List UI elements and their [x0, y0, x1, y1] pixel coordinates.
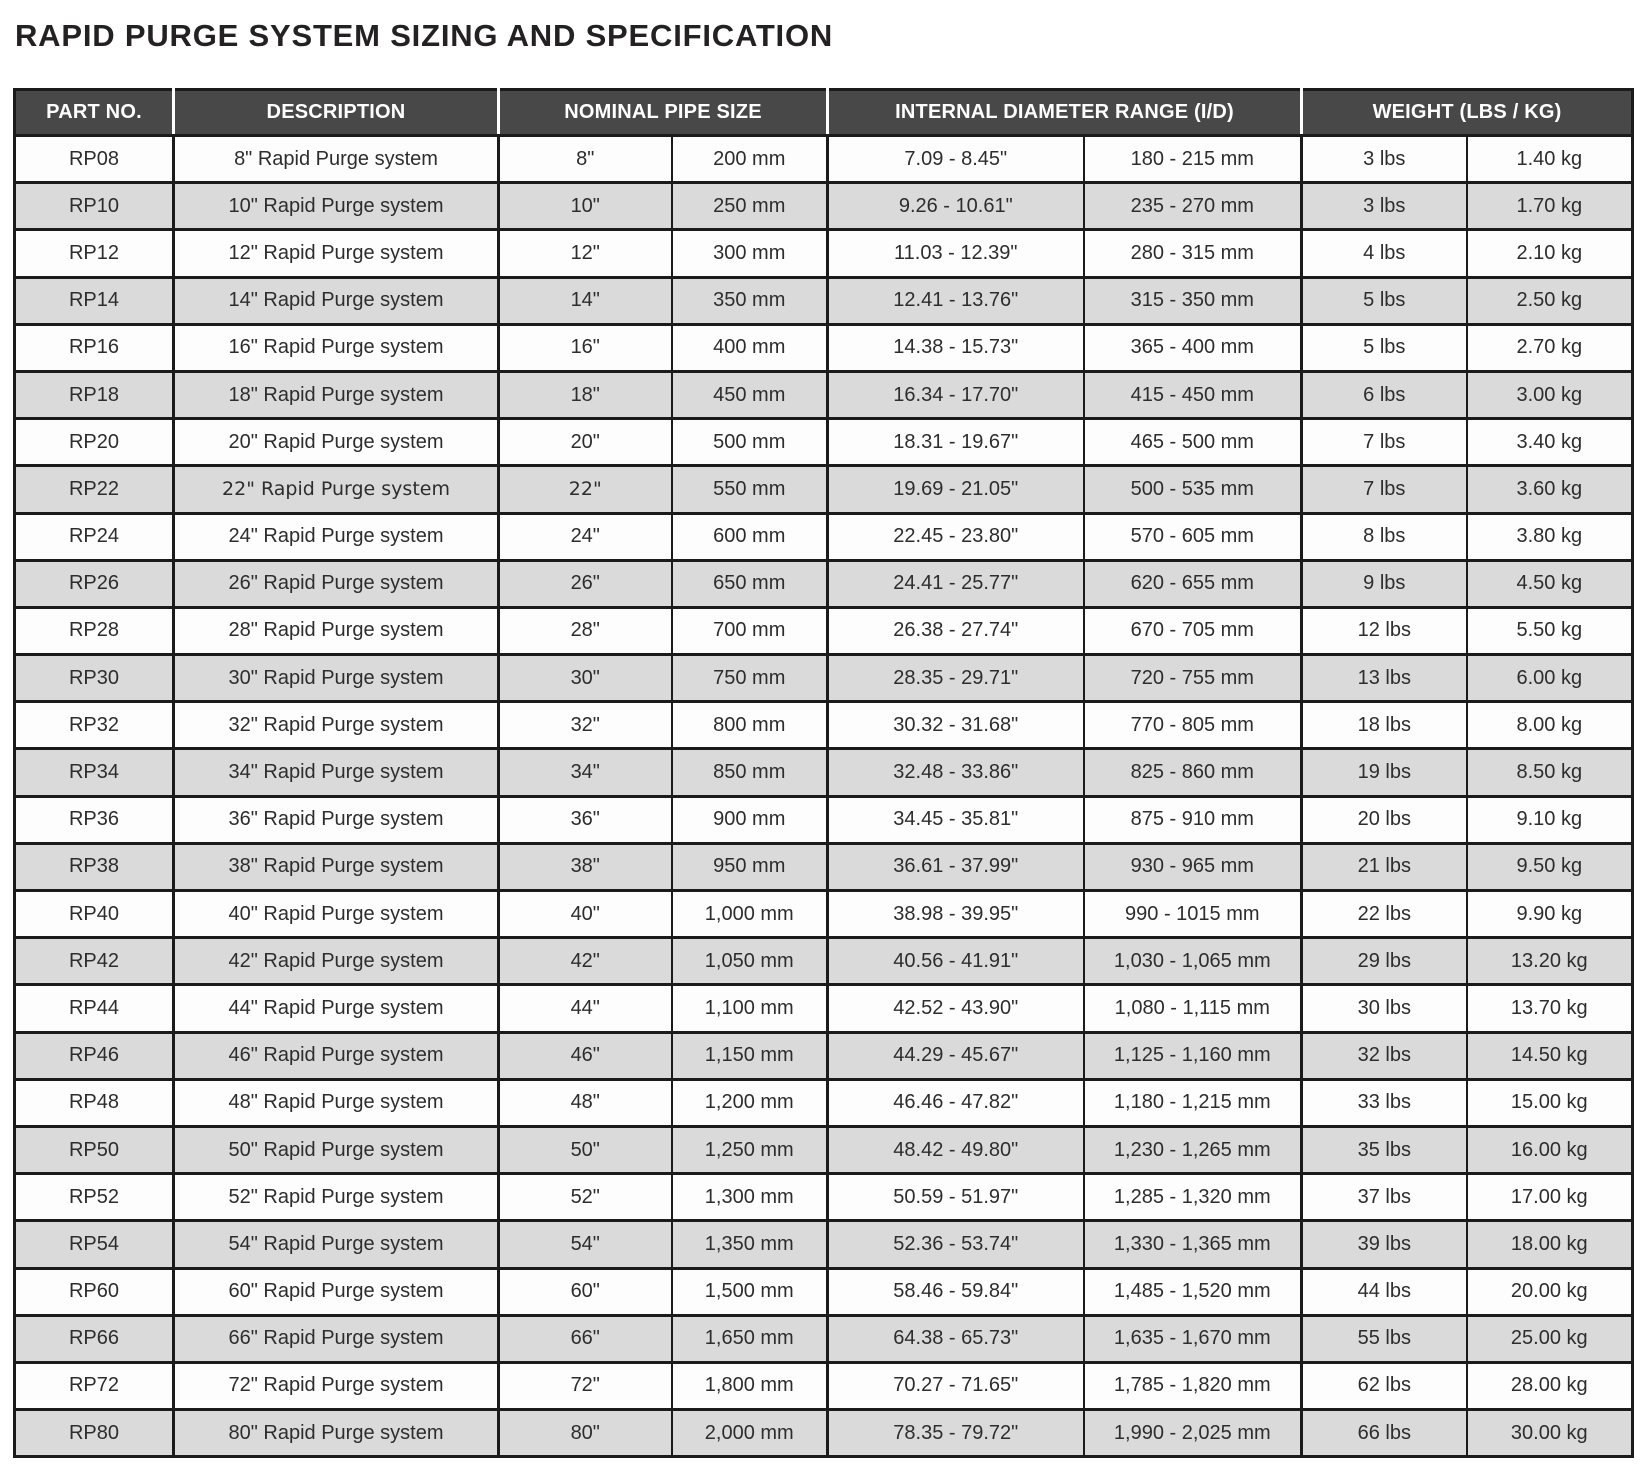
- cell-weight-lbs: 9 lbs: [1302, 560, 1467, 607]
- cell-size-inches: 26": [499, 560, 672, 607]
- cell-description: 24" Rapid Purge system: [174, 513, 499, 560]
- cell-size-mm: 550 mm: [672, 466, 828, 513]
- cell-id-range-mm: 1,030 - 1,065 mm: [1084, 938, 1302, 985]
- cell-part-no: RP34: [15, 749, 174, 796]
- cell-size-mm: 1,800 mm: [672, 1362, 828, 1409]
- cell-part-no: RP42: [15, 938, 174, 985]
- cell-id-range-mm: 465 - 500 mm: [1084, 419, 1302, 466]
- table-row: [15, 891, 1633, 938]
- cell-size-mm: 800 mm: [672, 702, 828, 749]
- cell-id-range-inches: 22.45 - 23.80": [828, 513, 1084, 560]
- cell-part-no: RP40: [15, 891, 174, 938]
- cell-weight-kg: 8.00 kg: [1467, 702, 1633, 749]
- cell-size-inches: 46": [499, 1032, 672, 1079]
- cell-weight-kg: 16.00 kg: [1467, 1126, 1633, 1173]
- cell-weight-lbs: 22 lbs: [1302, 891, 1467, 938]
- table-row: [15, 371, 1633, 418]
- cell-id-range-mm: 1,125 - 1,160 mm: [1084, 1032, 1302, 1079]
- cell-weight-lbs: 7 lbs: [1302, 466, 1467, 513]
- cell-part-no: RP24: [15, 513, 174, 560]
- cell-weight-lbs: 18 lbs: [1302, 702, 1467, 749]
- cell-weight-lbs: 29 lbs: [1302, 938, 1467, 985]
- cell-part-no: RP36: [15, 796, 174, 843]
- cell-size-inches: 38": [499, 843, 672, 890]
- table-row: [15, 1410, 1633, 1457]
- cell-description: 36" Rapid Purge system: [174, 796, 499, 843]
- cell-description: 44" Rapid Purge system: [174, 985, 499, 1032]
- cell-size-inches: 16": [499, 324, 672, 371]
- cell-description: 72" Rapid Purge system: [174, 1362, 499, 1409]
- cell-id-range-inches: 19.69 - 21.05": [828, 466, 1084, 513]
- cell-weight-kg: 13.70 kg: [1467, 985, 1633, 1032]
- cell-id-range-mm: 415 - 450 mm: [1084, 371, 1302, 418]
- cell-id-range-inches: 78.35 - 79.72": [828, 1410, 1084, 1457]
- table-row: [15, 1362, 1633, 1409]
- cell-part-no: RP18: [15, 371, 174, 418]
- cell-part-no: RP60: [15, 1268, 174, 1315]
- cell-weight-lbs: 7 lbs: [1302, 419, 1467, 466]
- table-header: [15, 90, 1633, 136]
- cell-description: 8" Rapid Purge system: [174, 136, 499, 183]
- cell-description: 18" Rapid Purge system: [174, 371, 499, 418]
- cell-weight-kg: 3.00 kg: [1467, 371, 1633, 418]
- cell-part-no: RP10: [15, 183, 174, 230]
- cell-part-no: RP66: [15, 1315, 174, 1362]
- cell-description: 52" Rapid Purge system: [174, 1174, 499, 1221]
- cell-weight-kg: 2.70 kg: [1467, 324, 1633, 371]
- header-internal-diameter-range: INTERNAL DIAMETER RANGE (I/D): [828, 90, 1302, 136]
- cell-part-no: RP72: [15, 1362, 174, 1409]
- cell-weight-kg: 2.50 kg: [1467, 277, 1633, 324]
- cell-description: 80" Rapid Purge system: [174, 1410, 499, 1457]
- cell-size-mm: 900 mm: [672, 796, 828, 843]
- cell-size-mm: 1,350 mm: [672, 1221, 828, 1268]
- cell-weight-lbs: 13 lbs: [1302, 655, 1467, 702]
- table-row: [15, 324, 1633, 371]
- cell-size-inches: 14": [499, 277, 672, 324]
- cell-size-mm: 1,500 mm: [672, 1268, 828, 1315]
- cell-description: 50" Rapid Purge system: [174, 1126, 499, 1173]
- cell-weight-kg: 14.50 kg: [1467, 1032, 1633, 1079]
- cell-description: 20" Rapid Purge system: [174, 419, 499, 466]
- table-row: [15, 277, 1633, 324]
- table-row: [15, 513, 1633, 560]
- table-row: [15, 560, 1633, 607]
- cell-size-inches: 10": [499, 183, 672, 230]
- cell-id-range-inches: 38.98 - 39.95": [828, 891, 1084, 938]
- cell-id-range-inches: 58.46 - 59.84": [828, 1268, 1084, 1315]
- cell-size-mm: 1,200 mm: [672, 1079, 828, 1126]
- cell-weight-lbs: 66 lbs: [1302, 1410, 1467, 1457]
- cell-size-mm: 200 mm: [672, 136, 828, 183]
- table-row: [15, 938, 1633, 985]
- cell-weight-kg: 3.80 kg: [1467, 513, 1633, 560]
- cell-id-range-inches: 11.03 - 12.39": [828, 230, 1084, 277]
- cell-description: 12" Rapid Purge system: [174, 230, 499, 277]
- cell-description: 40" Rapid Purge system: [174, 891, 499, 938]
- cell-part-no: RP16: [15, 324, 174, 371]
- table-row: [15, 1315, 1633, 1362]
- cell-size-mm: 1,000 mm: [672, 891, 828, 938]
- table-row: [15, 796, 1633, 843]
- table-row: [15, 1268, 1633, 1315]
- cell-size-mm: 950 mm: [672, 843, 828, 890]
- cell-weight-kg: 8.50 kg: [1467, 749, 1633, 796]
- cell-size-inches: 44": [499, 985, 672, 1032]
- cell-weight-kg: 6.00 kg: [1467, 655, 1633, 702]
- cell-size-inches: 34": [499, 749, 672, 796]
- cell-id-range-mm: 1,635 - 1,670 mm: [1084, 1315, 1302, 1362]
- cell-size-inches: 32": [499, 702, 672, 749]
- table-row: [15, 183, 1633, 230]
- cell-size-mm: 1,300 mm: [672, 1174, 828, 1221]
- cell-part-no: RP14: [15, 277, 174, 324]
- cell-weight-lbs: 35 lbs: [1302, 1126, 1467, 1173]
- cell-id-range-mm: 825 - 860 mm: [1084, 749, 1302, 796]
- cell-size-inches: 30": [499, 655, 672, 702]
- table-row: [15, 843, 1633, 890]
- cell-weight-lbs: 30 lbs: [1302, 985, 1467, 1032]
- cell-weight-lbs: 44 lbs: [1302, 1268, 1467, 1315]
- cell-size-mm: 750 mm: [672, 655, 828, 702]
- cell-size-inches: 12": [499, 230, 672, 277]
- cell-part-no: RP28: [15, 607, 174, 654]
- cell-size-inches: 66": [499, 1315, 672, 1362]
- cell-weight-kg: 17.00 kg: [1467, 1174, 1633, 1221]
- table-row: [15, 1079, 1633, 1126]
- cell-weight-kg: 1.70 kg: [1467, 183, 1633, 230]
- cell-size-mm: 700 mm: [672, 607, 828, 654]
- cell-weight-kg: 30.00 kg: [1467, 1410, 1633, 1457]
- cell-id-range-mm: 670 - 705 mm: [1084, 607, 1302, 654]
- cell-description: 66" Rapid Purge system: [174, 1315, 499, 1362]
- cell-part-no: RP22: [15, 466, 174, 513]
- cell-part-no: RP46: [15, 1032, 174, 1079]
- cell-part-no: RP52: [15, 1174, 174, 1221]
- cell-part-no: RP08: [15, 136, 174, 183]
- cell-size-mm: 300 mm: [672, 230, 828, 277]
- cell-description: 38" Rapid Purge system: [174, 843, 499, 890]
- cell-id-range-mm: 500 - 535 mm: [1084, 466, 1302, 513]
- table-row: [15, 466, 1633, 513]
- table-row: [15, 702, 1633, 749]
- table-row: [15, 419, 1633, 466]
- header-description: DESCRIPTION: [174, 90, 499, 136]
- cell-size-mm: 350 mm: [672, 277, 828, 324]
- cell-weight-lbs: 12 lbs: [1302, 607, 1467, 654]
- cell-id-range-mm: 1,785 - 1,820 mm: [1084, 1362, 1302, 1409]
- cell-id-range-mm: 720 - 755 mm: [1084, 655, 1302, 702]
- cell-size-inches: 18": [499, 371, 672, 418]
- cell-part-no: RP54: [15, 1221, 174, 1268]
- cell-part-no: RP12: [15, 230, 174, 277]
- cell-id-range-mm: 875 - 910 mm: [1084, 796, 1302, 843]
- cell-size-mm: 250 mm: [672, 183, 828, 230]
- cell-id-range-inches: 16.34 - 17.70": [828, 371, 1084, 418]
- table-row: [15, 230, 1633, 277]
- cell-size-inches: 40": [499, 891, 672, 938]
- cell-id-range-inches: 34.45 - 35.81": [828, 796, 1084, 843]
- cell-size-inches: 48": [499, 1079, 672, 1126]
- header-weight: WEIGHT (LBS / KG): [1302, 90, 1633, 136]
- cell-id-range-inches: 46.46 - 47.82": [828, 1079, 1084, 1126]
- cell-id-range-mm: 1,330 - 1,365 mm: [1084, 1221, 1302, 1268]
- cell-description: 42" Rapid Purge system: [174, 938, 499, 985]
- cell-part-no: RP50: [15, 1126, 174, 1173]
- cell-id-range-mm: 180 - 215 mm: [1084, 136, 1302, 183]
- spec-table: [13, 88, 1634, 1458]
- table-body: [15, 136, 1633, 1457]
- table-row: [15, 749, 1633, 796]
- cell-description: 46" Rapid Purge system: [174, 1032, 499, 1079]
- cell-weight-lbs: 4 lbs: [1302, 230, 1467, 277]
- cell-size-inches: 52": [499, 1174, 672, 1221]
- cell-part-no: RP80: [15, 1410, 174, 1457]
- cell-id-range-mm: 1,080 - 1,115 mm: [1084, 985, 1302, 1032]
- cell-id-range-mm: 235 - 270 mm: [1084, 183, 1302, 230]
- cell-weight-lbs: 6 lbs: [1302, 371, 1467, 418]
- cell-size-inches: 60": [499, 1268, 672, 1315]
- cell-id-range-inches: 32.48 - 33.86": [828, 749, 1084, 796]
- cell-id-range-inches: 26.38 - 27.74": [828, 607, 1084, 654]
- cell-id-range-inches: 28.35 - 29.71": [828, 655, 1084, 702]
- cell-id-range-inches: 9.26 - 10.61": [828, 183, 1084, 230]
- cell-size-inches: 54": [499, 1221, 672, 1268]
- cell-weight-kg: 28.00 kg: [1467, 1362, 1633, 1409]
- header-nominal-pipe-size: NOMINAL PIPE SIZE: [499, 90, 828, 136]
- cell-weight-kg: 9.10 kg: [1467, 796, 1633, 843]
- cell-id-range-inches: 7.09 - 8.45": [828, 136, 1084, 183]
- table-row: [15, 607, 1633, 654]
- cell-weight-kg: 1.40 kg: [1467, 136, 1633, 183]
- cell-size-inches: 42": [499, 938, 672, 985]
- cell-weight-kg: 20.00 kg: [1467, 1268, 1633, 1315]
- cell-size-inches: 80": [499, 1410, 672, 1457]
- cell-weight-lbs: 39 lbs: [1302, 1221, 1467, 1268]
- cell-id-range-mm: 1,230 - 1,265 mm: [1084, 1126, 1302, 1173]
- cell-description: 22" Rapid Purge system: [174, 466, 499, 513]
- table-row: [15, 1174, 1633, 1221]
- cell-weight-lbs: 62 lbs: [1302, 1362, 1467, 1409]
- cell-description: 26" Rapid Purge system: [174, 560, 499, 607]
- cell-size-mm: 1,150 mm: [672, 1032, 828, 1079]
- cell-id-range-mm: 1,990 - 2,025 mm: [1084, 1410, 1302, 1457]
- cell-size-mm: 2,000 mm: [672, 1410, 828, 1457]
- cell-size-mm: 1,250 mm: [672, 1126, 828, 1173]
- cell-description: 14" Rapid Purge system: [174, 277, 499, 324]
- cell-weight-lbs: 5 lbs: [1302, 277, 1467, 324]
- cell-weight-lbs: 5 lbs: [1302, 324, 1467, 371]
- cell-id-range-inches: 36.61 - 37.99": [828, 843, 1084, 890]
- cell-weight-kg: 9.50 kg: [1467, 843, 1633, 890]
- cell-weight-kg: 9.90 kg: [1467, 891, 1633, 938]
- cell-id-range-mm: 930 - 965 mm: [1084, 843, 1302, 890]
- cell-weight-lbs: 55 lbs: [1302, 1315, 1467, 1362]
- table-row: [15, 1126, 1633, 1173]
- cell-size-inches: 22": [499, 466, 672, 513]
- cell-weight-kg: 3.60 kg: [1467, 466, 1633, 513]
- cell-size-inches: 20": [499, 419, 672, 466]
- cell-id-range-inches: 48.42 - 49.80": [828, 1126, 1084, 1173]
- cell-size-inches: 72": [499, 1362, 672, 1409]
- cell-weight-kg: 3.40 kg: [1467, 419, 1633, 466]
- header-part-no: PART NO.: [15, 90, 174, 136]
- cell-description: 28" Rapid Purge system: [174, 607, 499, 654]
- cell-id-range-inches: 18.31 - 19.67": [828, 419, 1084, 466]
- cell-id-range-inches: 50.59 - 51.97": [828, 1174, 1084, 1221]
- cell-size-mm: 600 mm: [672, 513, 828, 560]
- cell-id-range-mm: 770 - 805 mm: [1084, 702, 1302, 749]
- cell-size-inches: 8": [499, 136, 672, 183]
- cell-description: 48" Rapid Purge system: [174, 1079, 499, 1126]
- cell-id-range-inches: 64.38 - 65.73": [828, 1315, 1084, 1362]
- cell-weight-lbs: 32 lbs: [1302, 1032, 1467, 1079]
- table-row: [15, 1221, 1633, 1268]
- cell-part-no: RP38: [15, 843, 174, 890]
- cell-size-mm: 1,650 mm: [672, 1315, 828, 1362]
- page-title: RAPID PURGE SYSTEM SIZING AND SPECIFICATION: [15, 18, 834, 53]
- cell-weight-lbs: 20 lbs: [1302, 796, 1467, 843]
- cell-id-range-mm: 315 - 350 mm: [1084, 277, 1302, 324]
- table-row: [15, 985, 1633, 1032]
- cell-weight-kg: 4.50 kg: [1467, 560, 1633, 607]
- cell-weight-lbs: 33 lbs: [1302, 1079, 1467, 1126]
- cell-weight-kg: 15.00 kg: [1467, 1079, 1633, 1126]
- table-row: [15, 1032, 1633, 1079]
- cell-id-range-inches: 30.32 - 31.68": [828, 702, 1084, 749]
- cell-id-range-inches: 14.38 - 15.73": [828, 324, 1084, 371]
- cell-description: 10" Rapid Purge system: [174, 183, 499, 230]
- cell-id-range-mm: 990 - 1015 mm: [1084, 891, 1302, 938]
- cell-weight-lbs: 37 lbs: [1302, 1174, 1467, 1221]
- cell-id-range-mm: 1,285 - 1,320 mm: [1084, 1174, 1302, 1221]
- cell-weight-lbs: 3 lbs: [1302, 136, 1467, 183]
- cell-description: 30" Rapid Purge system: [174, 655, 499, 702]
- cell-size-mm: 650 mm: [672, 560, 828, 607]
- cell-size-mm: 400 mm: [672, 324, 828, 371]
- cell-weight-kg: 2.10 kg: [1467, 230, 1633, 277]
- cell-part-no: RP30: [15, 655, 174, 702]
- cell-description: 60" Rapid Purge system: [174, 1268, 499, 1315]
- cell-id-range-mm: 620 - 655 mm: [1084, 560, 1302, 607]
- cell-id-range-inches: 12.41 - 13.76": [828, 277, 1084, 324]
- cell-description: 16" Rapid Purge system: [174, 324, 499, 371]
- cell-id-range-mm: 365 - 400 mm: [1084, 324, 1302, 371]
- cell-part-no: RP44: [15, 985, 174, 1032]
- cell-id-range-inches: 24.41 - 25.77": [828, 560, 1084, 607]
- cell-id-range-mm: 1,180 - 1,215 mm: [1084, 1079, 1302, 1126]
- cell-size-mm: 1,100 mm: [672, 985, 828, 1032]
- cell-part-no: RP32: [15, 702, 174, 749]
- cell-weight-kg: 18.00 kg: [1467, 1221, 1633, 1268]
- cell-weight-kg: 25.00 kg: [1467, 1315, 1633, 1362]
- cell-description: 54" Rapid Purge system: [174, 1221, 499, 1268]
- cell-part-no: RP20: [15, 419, 174, 466]
- cell-weight-lbs: 3 lbs: [1302, 183, 1467, 230]
- cell-id-range-inches: 42.52 - 43.90": [828, 985, 1084, 1032]
- cell-id-range-mm: 570 - 605 mm: [1084, 513, 1302, 560]
- cell-weight-kg: 13.20 kg: [1467, 938, 1633, 985]
- cell-id-range-inches: 40.56 - 41.91": [828, 938, 1084, 985]
- cell-size-mm: 450 mm: [672, 371, 828, 418]
- cell-size-mm: 1,050 mm: [672, 938, 828, 985]
- cell-size-inches: 28": [499, 607, 672, 654]
- cell-weight-lbs: 21 lbs: [1302, 843, 1467, 890]
- cell-size-inches: 50": [499, 1126, 672, 1173]
- cell-id-range-mm: 1,485 - 1,520 mm: [1084, 1268, 1302, 1315]
- cell-weight-lbs: 8 lbs: [1302, 513, 1467, 560]
- cell-id-range-inches: 44.29 - 45.67": [828, 1032, 1084, 1079]
- header-row: [15, 90, 1633, 136]
- cell-size-inches: 24": [499, 513, 672, 560]
- cell-size-inches: 36": [499, 796, 672, 843]
- table-row: [15, 136, 1633, 183]
- cell-size-mm: 850 mm: [672, 749, 828, 796]
- cell-weight-lbs: 19 lbs: [1302, 749, 1467, 796]
- cell-part-no: RP26: [15, 560, 174, 607]
- table-row: [15, 655, 1633, 702]
- cell-id-range-inches: 52.36 - 53.74": [828, 1221, 1084, 1268]
- cell-weight-kg: 5.50 kg: [1467, 607, 1633, 654]
- cell-part-no: RP48: [15, 1079, 174, 1126]
- cell-id-range-inches: 70.27 - 71.65": [828, 1362, 1084, 1409]
- cell-size-mm: 500 mm: [672, 419, 828, 466]
- cell-description: 34" Rapid Purge system: [174, 749, 499, 796]
- cell-description: 32" Rapid Purge system: [174, 702, 499, 749]
- cell-id-range-mm: 280 - 315 mm: [1084, 230, 1302, 277]
